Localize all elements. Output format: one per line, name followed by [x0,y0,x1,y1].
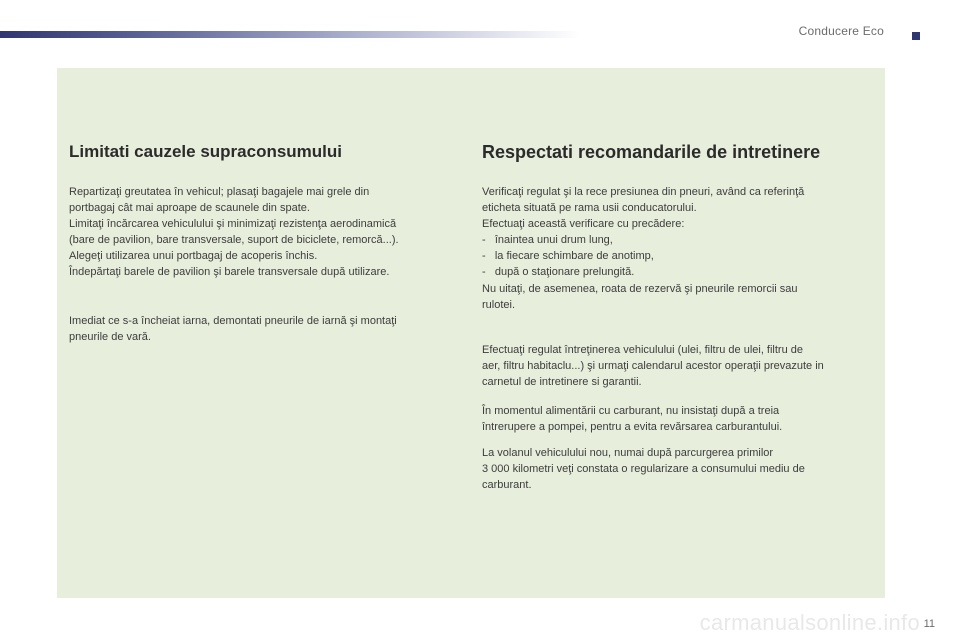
right-p3-line: În momentul alimentării cu carburant, nu insistaţi după a treia [482,405,780,417]
right-p1-line: rulotei. [482,299,516,311]
right-p1-line: Verificaţi regulat şi la rece presiunea din pneuri, având ca referinţă [482,186,805,198]
right-p1-line: Nu uitaţi, de asemenea, roata de rezervă şi pneurile remorcii sau [482,283,798,295]
right-p2-line: carnetul de intretinere si garantii. [482,376,642,388]
right-p2-line: Efectuaţi regulat întreţinerea vehiculului (ulei, filtru de ulei, filtru de [482,344,804,356]
list-item: - la fiecare schimbare de anotimp, [482,250,654,262]
watermark: carmanualsonline.info [699,610,920,635]
right-p4-line: 3 000 kilometri veţi constata o regularizare a consumului mediu de [482,463,805,475]
chapter-title: Conducere Eco [798,24,884,38]
left-p2-line: pneurile de vară. [69,331,151,343]
left-p1-line: Alegeţi utilizarea unui portbagaj de acoperis închis. [69,250,318,262]
left-p2-line: Imediat ce s-a încheiat iarna, demontati pneurile de iarnă şi montaţi [69,315,397,327]
left-p1-line: Repartizaţi greutatea în vehicul; plasaţi bagajele mai grele din [69,186,370,198]
chapter-marker [912,32,920,40]
right-p1-line: eticheta situată pe rama usii conducatorului. [482,202,697,214]
right-p2-line: aer, filtru habitaclu...) şi urmaţi calendarul acestor operaţii prevazute in [482,360,824,372]
page-number: 11 [923,618,935,630]
right-p3-line: întrerupere a pompei, pentru a evita revărsarea carburantului. [482,421,783,433]
right-p4-line: carburant. [482,479,532,491]
left-p1-line: portbagaj cât mai aproape de scaunele din spate. [69,202,310,214]
list-item: - după o staţionare prelungită. [482,266,635,278]
left-heading: Limitati cauzele supraconsumului [69,142,343,161]
right-heading: Respectati recomandarile de intretinere [482,142,821,162]
left-p1-line: Limitaţi încărcarea vehiculului şi minimizaţi rezistenţa aerodinamică [69,218,397,230]
right-p1-line: Efectuaţi această verificare cu precădere: [482,218,685,230]
header-rule [0,31,580,38]
left-p1-line: Îndepărtaţi barele de pavilion şi barele transversale după utilizare. [69,266,390,278]
right-p4-line: La volanul vehiculului nou, numai după parcurgerea primilor [482,447,774,459]
content-panel [57,68,885,598]
list-item: - înaintea unui drum lung, [482,234,613,246]
left-p1-line: (bare de pavilion, bare transversale, suport de biciclete, remorcă...). [69,234,399,246]
